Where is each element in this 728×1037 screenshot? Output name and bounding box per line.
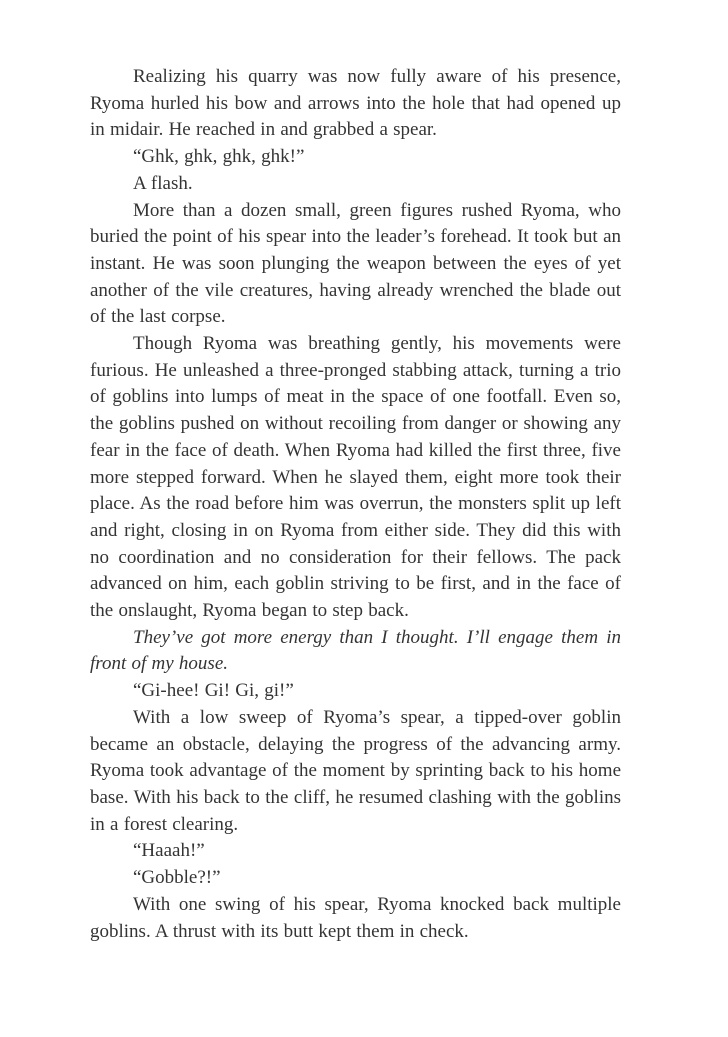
paragraph-dialogue: “Gobble?!” bbox=[133, 867, 221, 889]
paragraph-dialogue: “Gi-hee! Gi! Gi, gi!” bbox=[133, 680, 294, 702]
paragraph-inner-monologue: They’ve got more energy than I thought. I’ll engage them in front of my house. bbox=[90, 626, 621, 675]
book-page bbox=[90, 64, 621, 945]
paragraph-narration: Realizing his quarry was now fully aware of his presence, Ryoma hurled his bow and arrows into the hole that had opened up in midair. He reached in and grabbed a spear. bbox=[90, 66, 621, 141]
paragraph-narration: Though Ryoma was breathing gently, his movements were furious. He unleashed a three-pronged stabbing attack, turning a trio of goblins into lumps of meat in the space of one footfall. Even so, the goblins pushed on without recoiling from danger or showing any fear in the face of death. When Ryoma had killed the first three, five more stepped forward. When he slayed them, eight more took their place. As the road before him was overrun, the monsters split up left and right, closing in on Ryoma from either side. They did this with no coordination and no consideration for their fellows. The pack advanced on him, each goblin striving to be first, and in the face of the onslaught, Ryoma began to step back. bbox=[90, 333, 621, 622]
paragraph-dialogue: “Ghk, ghk, ghk, ghk!” bbox=[133, 146, 305, 168]
paragraph-narration: A flash. bbox=[133, 172, 193, 194]
paragraph-dialogue: “Haaah!” bbox=[133, 840, 205, 862]
paragraph-narration: With a low sweep of Ryoma’s spear, a tipped-over goblin became an obstacle, delaying the progress of the advancing army. Ryoma took advantage of the moment by sprinting back to his home base. With his back to the cliff, he resumed clashing with the goblins in a forest clearing. bbox=[90, 706, 621, 835]
paragraph-narration: With one swing of his spear, Ryoma knocked back multiple goblins. A thrust with its butt kept them in check. bbox=[90, 893, 621, 942]
paragraph-narration: More than a dozen small, green figures rushed Ryoma, who buried the point of his spear into the leader’s forehead. It took but an instant. He was soon plunging the weapon between the eyes of yet another of the vile creatures, having already wrenched the blade out of the last corpse. bbox=[90, 199, 621, 328]
